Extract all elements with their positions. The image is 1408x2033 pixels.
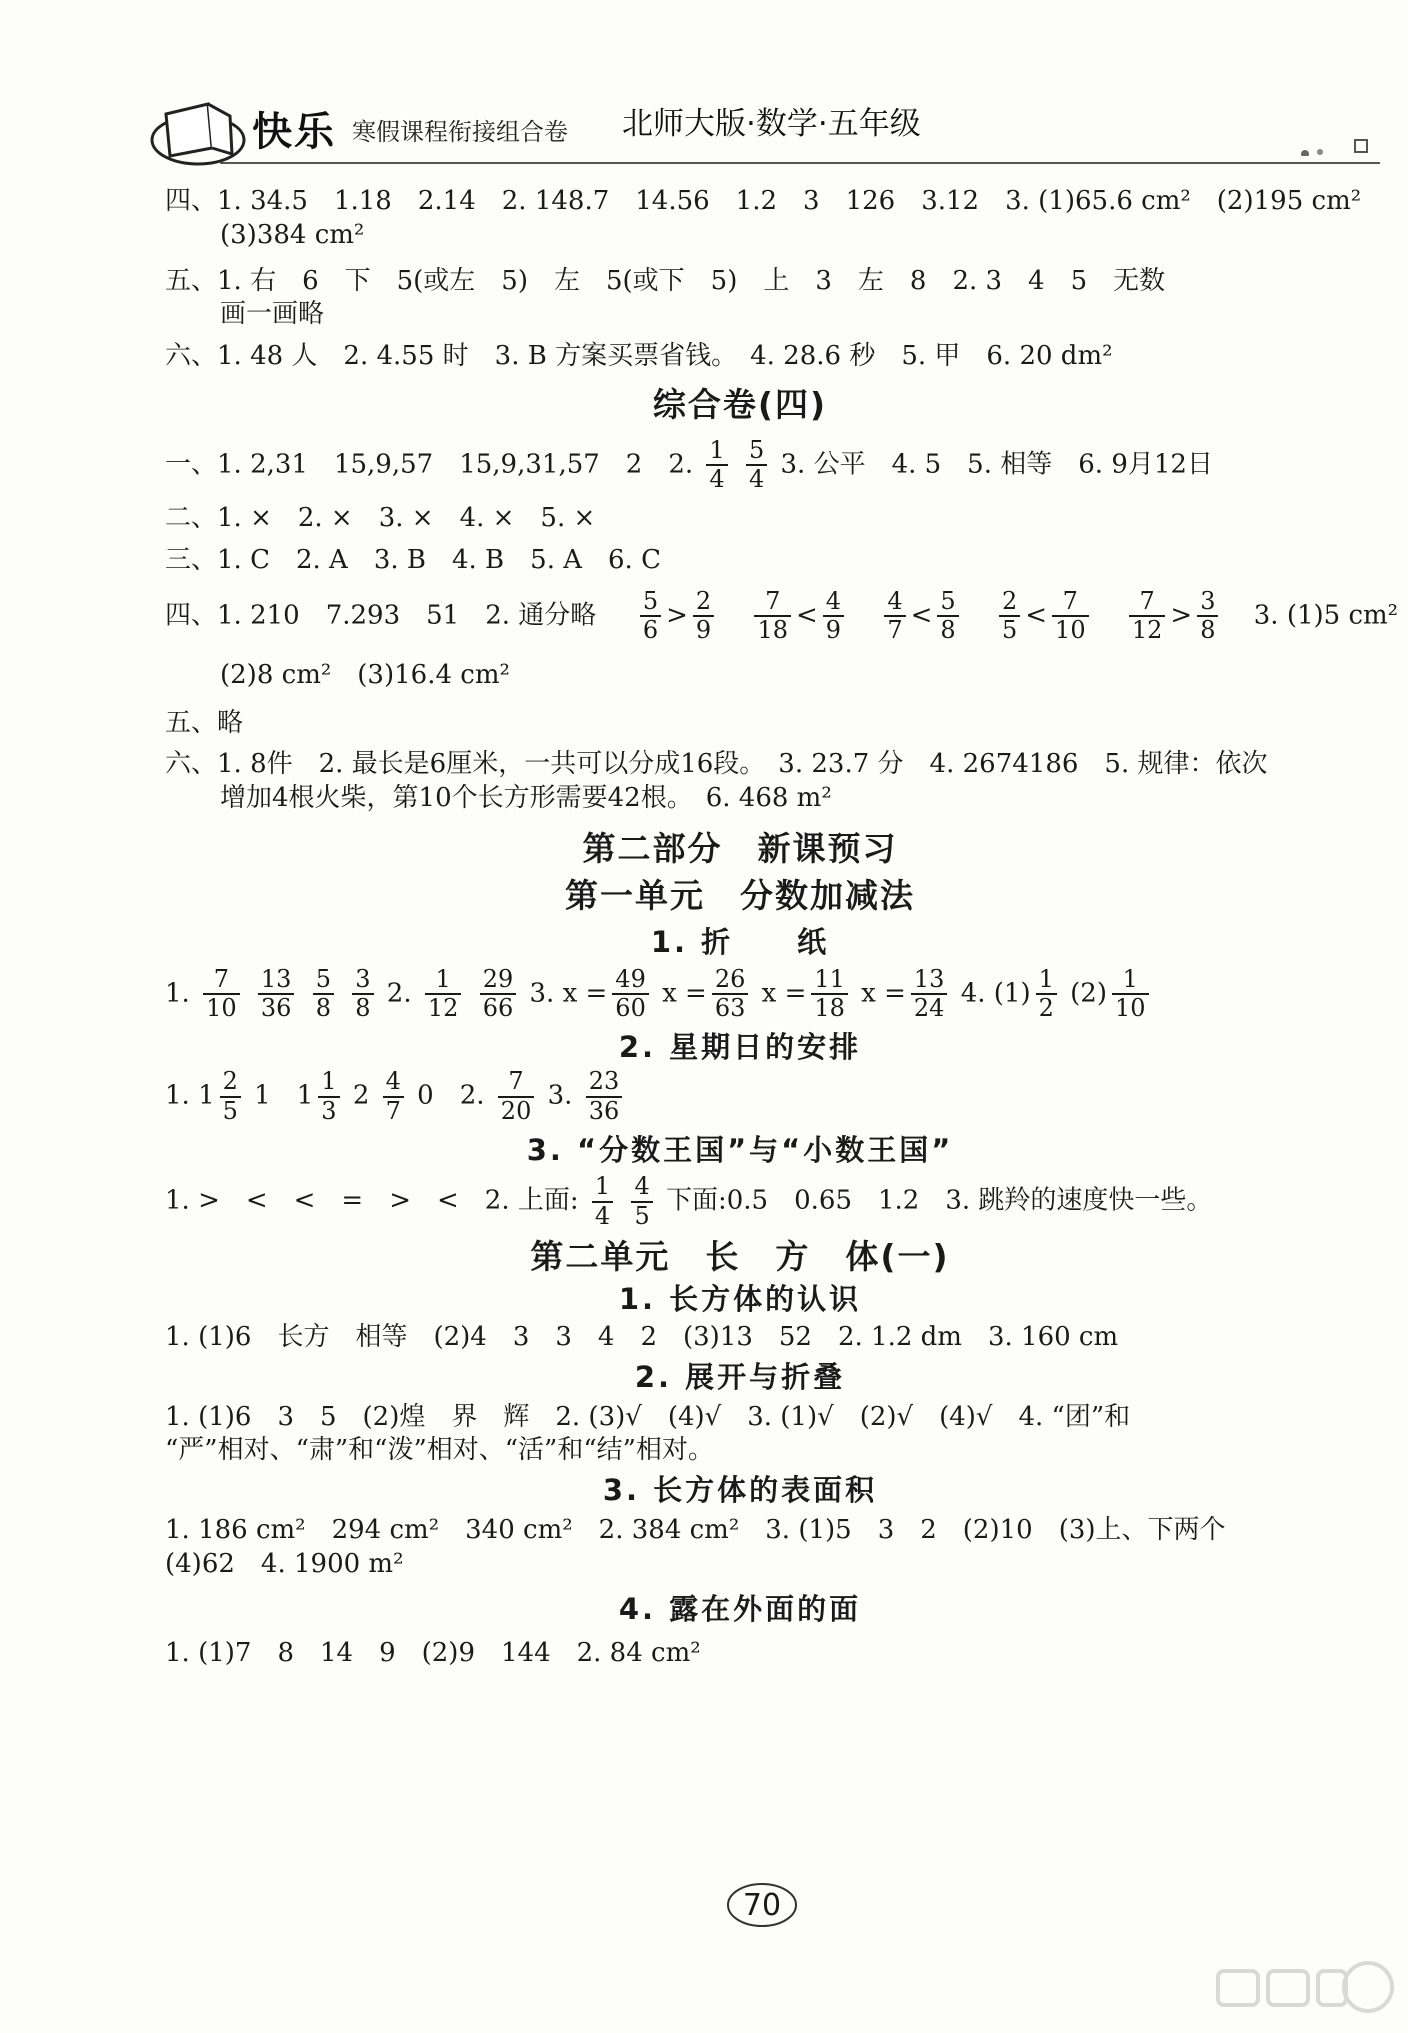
- fraction: $\frac{13}{36}$: [258, 966, 295, 1023]
- line-text: 4. (1): [960, 978, 1031, 1009]
- fraction: $\frac{11}{18}$: [811, 966, 848, 1023]
- fraction: $\frac{4}{7}$: [884, 588, 905, 645]
- answer-line: 五、1. 右 6 下 5(或左 5) 左 5(或下 5) 上 3 左 8 2. 3 4 5 无数: [165, 265, 1166, 296]
- answer-line: (3)384 cm²: [220, 219, 365, 250]
- answer-line: 三、1. C 2. A 3. B 4. B 5. A 6. C: [165, 544, 661, 575]
- fraction: $\frac{7}{10}$: [203, 966, 240, 1023]
- fraction: $\frac{4}{7}$: [383, 1068, 404, 1125]
- answer-line: 四、1. 210 7.293 51 2. 通分略 $\frac{5}{6}$ > $\frac{2}{9}$ $\frac{7}{18}$ < $\frac{4}{9}$ $\frac{4}{7}$ < $\frac{5}{8}$ $\frac{2}{5}$ < $\frac{7}{10}$ $\frac{7}{12}$ > $\frac{3}{8}$ 3. (1)5 cm²: [165, 586, 1399, 645]
- fraction: $\frac{5}{6}$: [640, 588, 661, 645]
- answer-line: 1. (1)7 8 14 9 (2)9 144 2. 84 cm²: [165, 1638, 701, 1669]
- fraction: $\frac{5}{8}$: [937, 588, 958, 645]
- answer-line: [165, 437, 1315, 494]
- line-text: 1. 1: [165, 1080, 215, 1111]
- lesson-title: 3. “分数王国”与“小数王国”: [526, 1132, 954, 1167]
- lesson-title: 2. 星期日的安排: [618, 1029, 862, 1064]
- answer-line: 六、1. 8件 2. 最长是6厘米，一共可以分成16段。 3. 23.7 分 4. 2674186 5. 规律：依次: [165, 749, 1268, 780]
- fraction: $\frac{7}{18}$: [754, 588, 791, 645]
- answer-line: 增加4根火柴，第10个长方形需要42根。 6. 468 m²: [220, 783, 832, 814]
- fraction: $\frac{1}{3}$: [318, 1068, 339, 1125]
- fraction: $\frac{7}{12}$: [1129, 588, 1166, 645]
- part-title: 第二部分 新课预习: [582, 829, 898, 869]
- brand-title: 快乐: [252, 109, 336, 155]
- fraction: $\frac{4}{5}$: [631, 1173, 652, 1230]
- answer-line: 六、1. 48 人 2. 4.55 时 3. B 方案买票省钱。 4. 28.6 秒 5. 甲 6. 20 dm²: [165, 341, 1113, 372]
- fraction: $\frac{1}{4}$: [592, 1173, 613, 1230]
- fraction: $\frac{29}{66}$: [480, 966, 517, 1023]
- answer-line: 1. (1)6 3 5 (2)煌 界 辉 2. (3)√ (4)√ 3. (1)√ (2)√ (4)√ 4. “团”和: [165, 1401, 1131, 1432]
- fraction: $\frac{23}{36}$: [586, 1068, 623, 1125]
- line-text: 3. x =: [529, 978, 608, 1009]
- fraction: $\frac{5}{4}$: [746, 437, 767, 494]
- book-logo-icon: [148, 96, 248, 168]
- line-text: 2.: [386, 978, 412, 1009]
- answer-line: 四、1. 34.5 1.18 2.14 2. 148.7 14.56 1.2 3 126 3.12 3. (1)65.6 cm² (2)195 cm²: [165, 186, 1362, 216]
- fraction: $\frac{2}{5}$: [220, 1068, 241, 1125]
- fraction: $\frac{7}{20}$: [498, 1068, 535, 1125]
- header-ornament-icon: [1225, 116, 1395, 156]
- answer-line: 二、1. × 2. × 3. × 4. × 5. ×: [165, 503, 596, 534]
- line-text: x =: [861, 978, 906, 1009]
- fraction: $\frac{1}{4}$: [706, 437, 727, 494]
- line-text: 1.: [165, 978, 190, 1009]
- fraction: $\frac{5}{8}$: [313, 966, 334, 1023]
- line-text: 一、1. 2,31 15,9,57 15,9,31,57 2 2.: [165, 449, 694, 480]
- line-text: x =: [662, 978, 707, 1009]
- fraction: $\frac{49}{60}$: [612, 966, 649, 1023]
- page-header: [140, 92, 1280, 172]
- unit-title: 第二单元 长 方 体(一): [530, 1237, 950, 1277]
- line-text: x =: [761, 978, 807, 1009]
- fraction: $\frac{2}{9}$: [693, 588, 714, 645]
- lesson-title: 1. 折 纸: [650, 924, 830, 959]
- fraction: $\frac{4}{9}$: [823, 588, 844, 645]
- line-text: 3.: [547, 1080, 573, 1111]
- lesson-title: 1. 长方体的认识: [618, 1282, 862, 1317]
- fraction: $\frac{1}{10}$: [1112, 966, 1149, 1023]
- fraction: $\frac{2}{5}$: [999, 588, 1020, 645]
- answer-line: (2)8 cm² (3)16.4 cm²: [220, 659, 510, 690]
- answer-line: (4)62 4. 1900 m²: [165, 1548, 404, 1579]
- answer-line: [165, 1068, 1315, 1125]
- fraction: $\frac{26}{63}$: [712, 966, 749, 1023]
- answer-line: 1. 186 cm² 294 cm² 340 cm² 2. 384 cm² 3. (1)5 3 2 (2)10 (3)上、下两个: [165, 1514, 1226, 1545]
- unit-title: 第一单元 分数加减法: [565, 875, 915, 915]
- answer-content: [165, 185, 1399, 1671]
- line-text: 2: [352, 1080, 370, 1111]
- edition-label: 北师大版·数学·五年级: [622, 106, 921, 142]
- line-text: 下面:0.5 0.65 1.2 3. 跳羚的速度快一些。: [665, 1185, 1213, 1216]
- watermark-logo-icon: [1208, 1959, 1398, 2029]
- page-number-text: 70: [742, 1888, 782, 1923]
- line-text: 3. (1)5 cm²: [1253, 600, 1399, 631]
- answer-line: 1. (1)6 长方 相等 (2)4 3 3 4 2 (3)13 52 2. 1.2 dm 3. 160 cm: [165, 1322, 1119, 1353]
- line-text: 1 1: [254, 1080, 314, 1111]
- lesson-title: 2. 展开与折叠: [634, 1359, 846, 1394]
- line-text: 1. > < < = > < 2. 上面:: [165, 1185, 579, 1216]
- line-text: 四、1. 210 7.293 51 2. 通分略: [165, 600, 597, 631]
- page-number: [724, 1880, 800, 1930]
- lesson-title: 3. 长方体的表面积: [602, 1473, 878, 1508]
- section-title: 综合卷(四): [652, 384, 828, 424]
- header-rule: [220, 162, 1380, 164]
- answer-line: 五、略: [165, 707, 244, 738]
- series-title: 寒假课程衔接组合卷: [352, 118, 568, 146]
- fraction: $\frac{13}{24}$: [911, 966, 948, 1023]
- answer-line: 画一画略: [220, 299, 325, 330]
- fraction: $\frac{1}{12}$: [425, 966, 462, 1023]
- fraction: $\frac{1}{2}$: [1036, 966, 1057, 1023]
- line-text: (2): [1070, 978, 1107, 1009]
- answer-line: “严”相对、“肃”和“泼”相对、“活”和“结”相对。: [165, 1435, 714, 1466]
- line-text: 0 2.: [417, 1080, 485, 1111]
- answer-line: [165, 1173, 1315, 1230]
- fraction: $\frac{7}{10}$: [1052, 588, 1089, 645]
- answer-line: [165, 966, 1315, 1023]
- line-text: 3. 公平 4. 5 5. 相等 6. 9月12日: [780, 449, 1213, 480]
- fraction: $\frac{3}{8}$: [352, 966, 373, 1023]
- lesson-title: 4. 露在外面的面: [618, 1592, 862, 1627]
- fraction: $\frac{3}{8}$: [1197, 588, 1218, 645]
